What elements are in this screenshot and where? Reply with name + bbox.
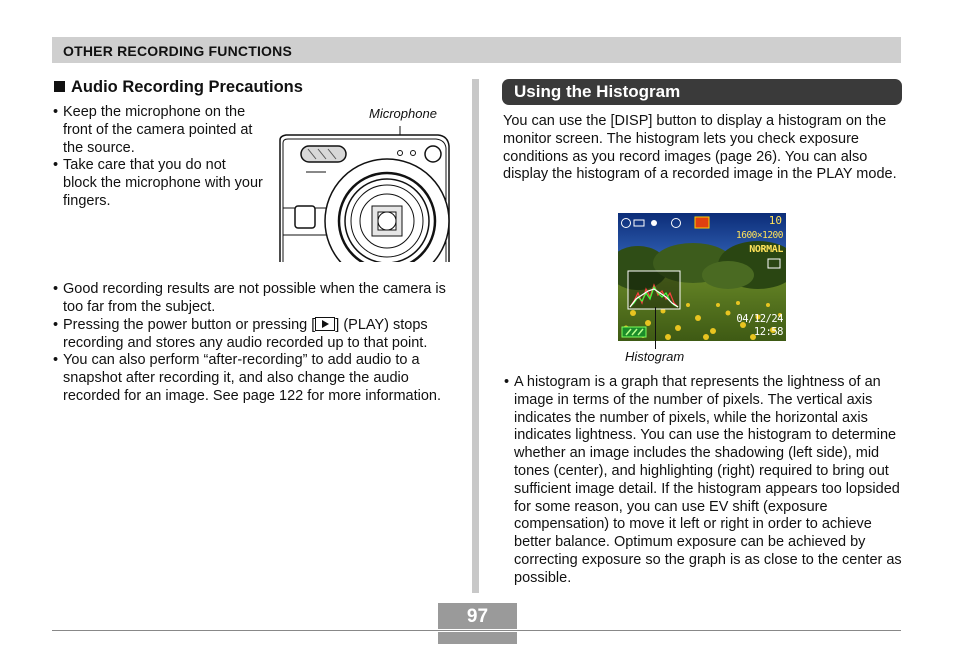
- column-divider: [472, 79, 479, 593]
- lcd-time: 12:58: [753, 326, 783, 338]
- histogram-callout-line: [655, 307, 656, 349]
- camera-illustration: [278, 120, 454, 262]
- lcd-quality: NORMAL: [749, 244, 783, 255]
- bullet-too-far: • Good recording results are not possible when the camera is too far from the subject.: [53, 281, 446, 315]
- bullet-do-not-block: • Take care that you do not block the microphone with your fingers.: [53, 157, 263, 209]
- bullet-histogram-explanation: • A histogram is a graph that represents the lightness of an image in terms of the number of pixels. The vertical axis indicates the number of pixels, while the horizontal axis indicates lightness. You can use the histogram to determine whether an image includes the shadowing (left side), mid tones (center), and highlighting (right) required to bring out sufficient image detail. If the histogram appears too lopsided for some reason, you can use EV shift (exposure compensation) to move it left or right in order to achieve better balance. Optimum exposure can be achieved by correcting exposure so the graph is as close to the center as possible.: [504, 374, 902, 586]
- square-bullet-icon: [54, 81, 65, 92]
- histogram-intro: You can use the [DISP] button to display a histogram on the monitor screen. The histogram lets you check exposure conditions as you record images (page 26). You can also display the histogram of a recorded image in the PLAY mode.: [503, 113, 897, 183]
- page-number-box-bottom: [438, 632, 517, 644]
- histogram-heading-bar: [502, 79, 902, 105]
- lcd-date: 04/12/24: [736, 313, 783, 325]
- histogram-heading: Using the Histogram: [514, 82, 681, 101]
- bullet-after-recording: • You can also perform “after-recording” to add audio to a snapshot after recording it, and also change the audio recorded for an image. See page 122 for more information.: [53, 352, 442, 404]
- page-number: 97: [466, 606, 489, 627]
- microphone-label: Microphone: [369, 106, 437, 121]
- audio-precautions-heading: [54, 78, 303, 97]
- chapter-title: OTHER RECORDING FUNCTIONS: [63, 43, 292, 59]
- bullet-play-stops: • Pressing the power button or pressing [ ] (PLAY) stops recording and stores any audio recorded up to that point.: [53, 317, 428, 351]
- lcd-screenshot: [618, 213, 786, 341]
- chapter-header: [52, 37, 901, 63]
- footer-rule: [52, 630, 901, 631]
- lcd-shot-count: 10: [768, 214, 782, 227]
- histogram-label: Histogram: [625, 349, 685, 364]
- bullet-keep-microphone: • Keep the microphone on the front of the camera pointed at the source.: [53, 104, 253, 156]
- lcd-image-size: 1600×1200: [736, 230, 783, 241]
- microphone-dot: [398, 151, 403, 156]
- audio-precautions-title: Audio Recording Precautions: [71, 78, 303, 96]
- play-button-icon: [315, 317, 335, 331]
- page-number-box: [438, 603, 517, 629]
